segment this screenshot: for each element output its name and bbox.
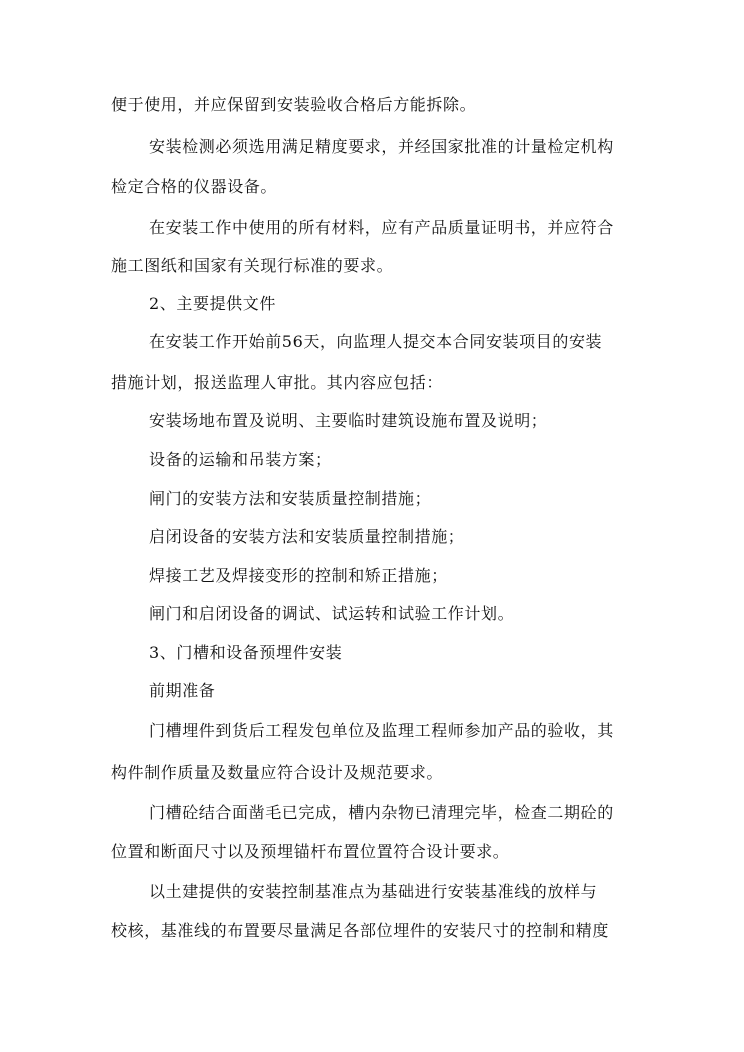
text-line: 构件制作质量及数量应符合设计及规范要求。 <box>111 763 444 782</box>
section-heading: 3、门槽和设备预埋件安装 <box>149 643 343 662</box>
list-item: 闸门和启闭设备的调试、试运转和试验工作计划。 <box>149 604 515 623</box>
section-heading: 2、主要提供文件 <box>149 294 276 313</box>
text-line: 安装检测必须选用满足精度要求，并经国家批准的计量检定机构 <box>149 137 614 156</box>
list-item: 安装场地布置及说明、主要临时建筑设施布置及说明； <box>149 411 548 430</box>
list-item: 闸门的安装方法和安装质量控制措施； <box>149 489 432 508</box>
text-line: 便于使用，并应保留到安装验收合格后方能拆除。 <box>111 95 477 114</box>
list-item: 设备的运输和吊装方案； <box>149 450 332 469</box>
text-line: 在安装工作开始前56天，向监理人提交本合同安装项目的安装 <box>149 332 603 351</box>
text-line: 检定合格的仪器设备。 <box>111 177 278 196</box>
list-item: 启闭设备的安装方法和安装质量控制措施； <box>149 527 465 546</box>
text-line: 在安装工作中使用的所有材料，应有产品质量证明书，并应符合 <box>149 218 614 237</box>
text-line: 位置和断面尺寸以及预埋锚杆布置位置符合设计要求。 <box>111 842 510 861</box>
text-line: 措施计划，报送监理人审批。其内容应包括： <box>111 373 444 392</box>
text-line: 门槽砼结合面凿毛已完成，槽内杂物已清理完毕，检查二期砼的 <box>149 803 614 822</box>
subsection-heading: 前期准备 <box>149 681 216 700</box>
list-item: 焊接工艺及焊接变形的控制和矫正措施； <box>149 566 448 585</box>
text-line: 施工图纸和国家有关现行标准的要求。 <box>111 256 394 275</box>
text-line: 以土建提供的安装控制基准点为基础进行安装基准线的放样与 <box>149 882 598 901</box>
text-line: 校核，基准线的布置要尽量满足各部位埋件的安装尺寸的控制和精度 <box>111 921 610 940</box>
text-line: 门槽埋件到货后工程发包单位及监理工程师参加产品的验收，其 <box>149 721 614 740</box>
